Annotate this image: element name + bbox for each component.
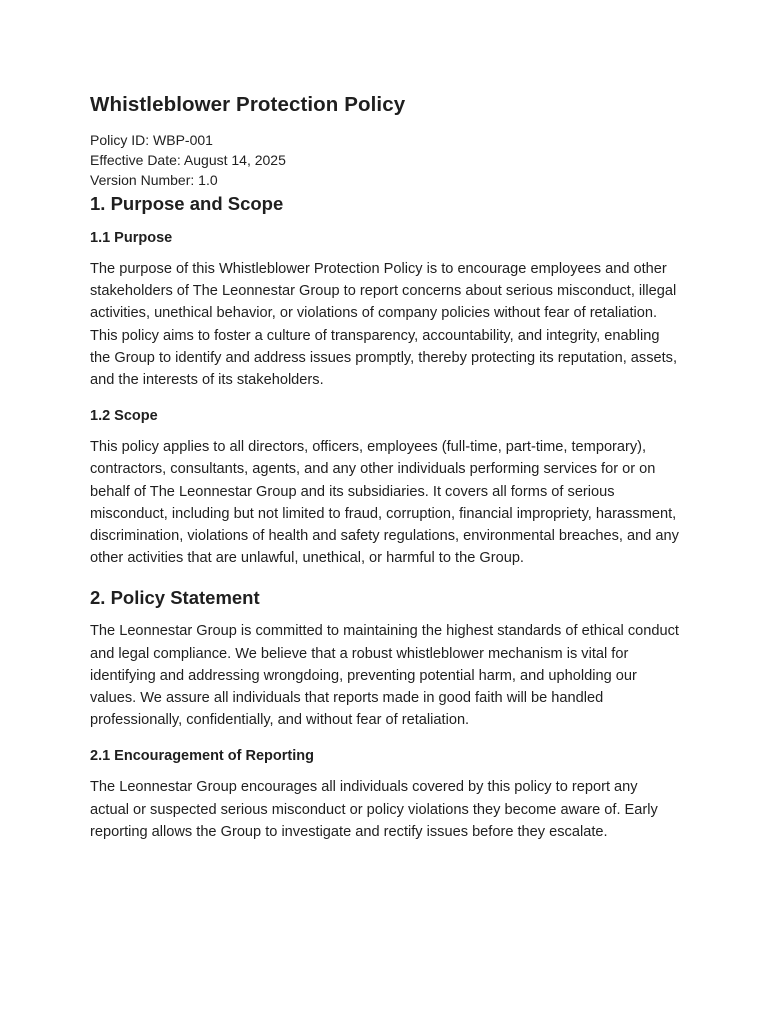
version-number: Version Number: 1.0 bbox=[90, 172, 218, 188]
paragraph-purpose: The purpose of this Whistleblower Protection Policy is to encourage employees and other stakeholders of The Leonnestar Group to report concerns about serious misconduct, illegal activities, unethical behavior, or violations of company policies without fear of retaliation. This policy aims to foster a culture of transparency, accountability, and integrity, enabling the Group to identify and address issues promptly, thereby protecting its reputation, assets, and the interests of its stakeholders. bbox=[90, 261, 678, 389]
document-meta bbox=[90, 130, 680, 190]
document-title: Whistleblower Protection Policy bbox=[90, 93, 406, 116]
effective-date: Effective Date: August 14, 2025 bbox=[90, 152, 286, 168]
paragraph-policy-statement: The Leonnestar Group is committed to maintaining the highest standards of ethical conduct and legal compliance. We believe that a robust whistleblower mechanism is vital for identifying and addressing wrongdoing, preventing potential harm, and upholding our values. We assure all individuals that reports made in good faith will be handled professionally, confidentially, and without fear of retaliation. bbox=[90, 623, 679, 729]
subsection-heading-encouragement-of-reporting: 2.1 Encouragement of Reporting bbox=[90, 748, 314, 765]
paragraph-encouragement-of-reporting: The Leonnestar Group encourages all individuals covered by this policy to report any actual or suspected serious misconduct or policy violations they become aware of. Early reporting allows the Group to investigate and rectify issues before they escalate. bbox=[90, 779, 658, 840]
subsection-heading-purpose: 1.1 Purpose bbox=[90, 230, 173, 246]
paragraph-scope: This policy applies to all directors, officers, employees (full-time, part-time, temporary), contractors, consultants, agents, and any other individuals performing services for or on behalf of The Leonnestar Group and its subsidiaries. It covers all forms of serious misconduct, including but not limited to fraud, corruption, financial impropriety, harassment, discrimination, violations of health and safety regulations, environmental breaches, and any other activities that are unlawful, unethical, or harmful to the Group. bbox=[90, 439, 679, 567]
section-heading-policy-statement: 2. Policy Statement bbox=[90, 587, 260, 609]
subsection-heading-scope: 1.2 Scope bbox=[90, 408, 158, 425]
policy-id: Policy ID: WBP-001 bbox=[90, 132, 213, 148]
document-page bbox=[90, 92, 680, 843]
section-heading-purpose-and-scope: 1. Purpose and Scope bbox=[90, 193, 284, 214]
